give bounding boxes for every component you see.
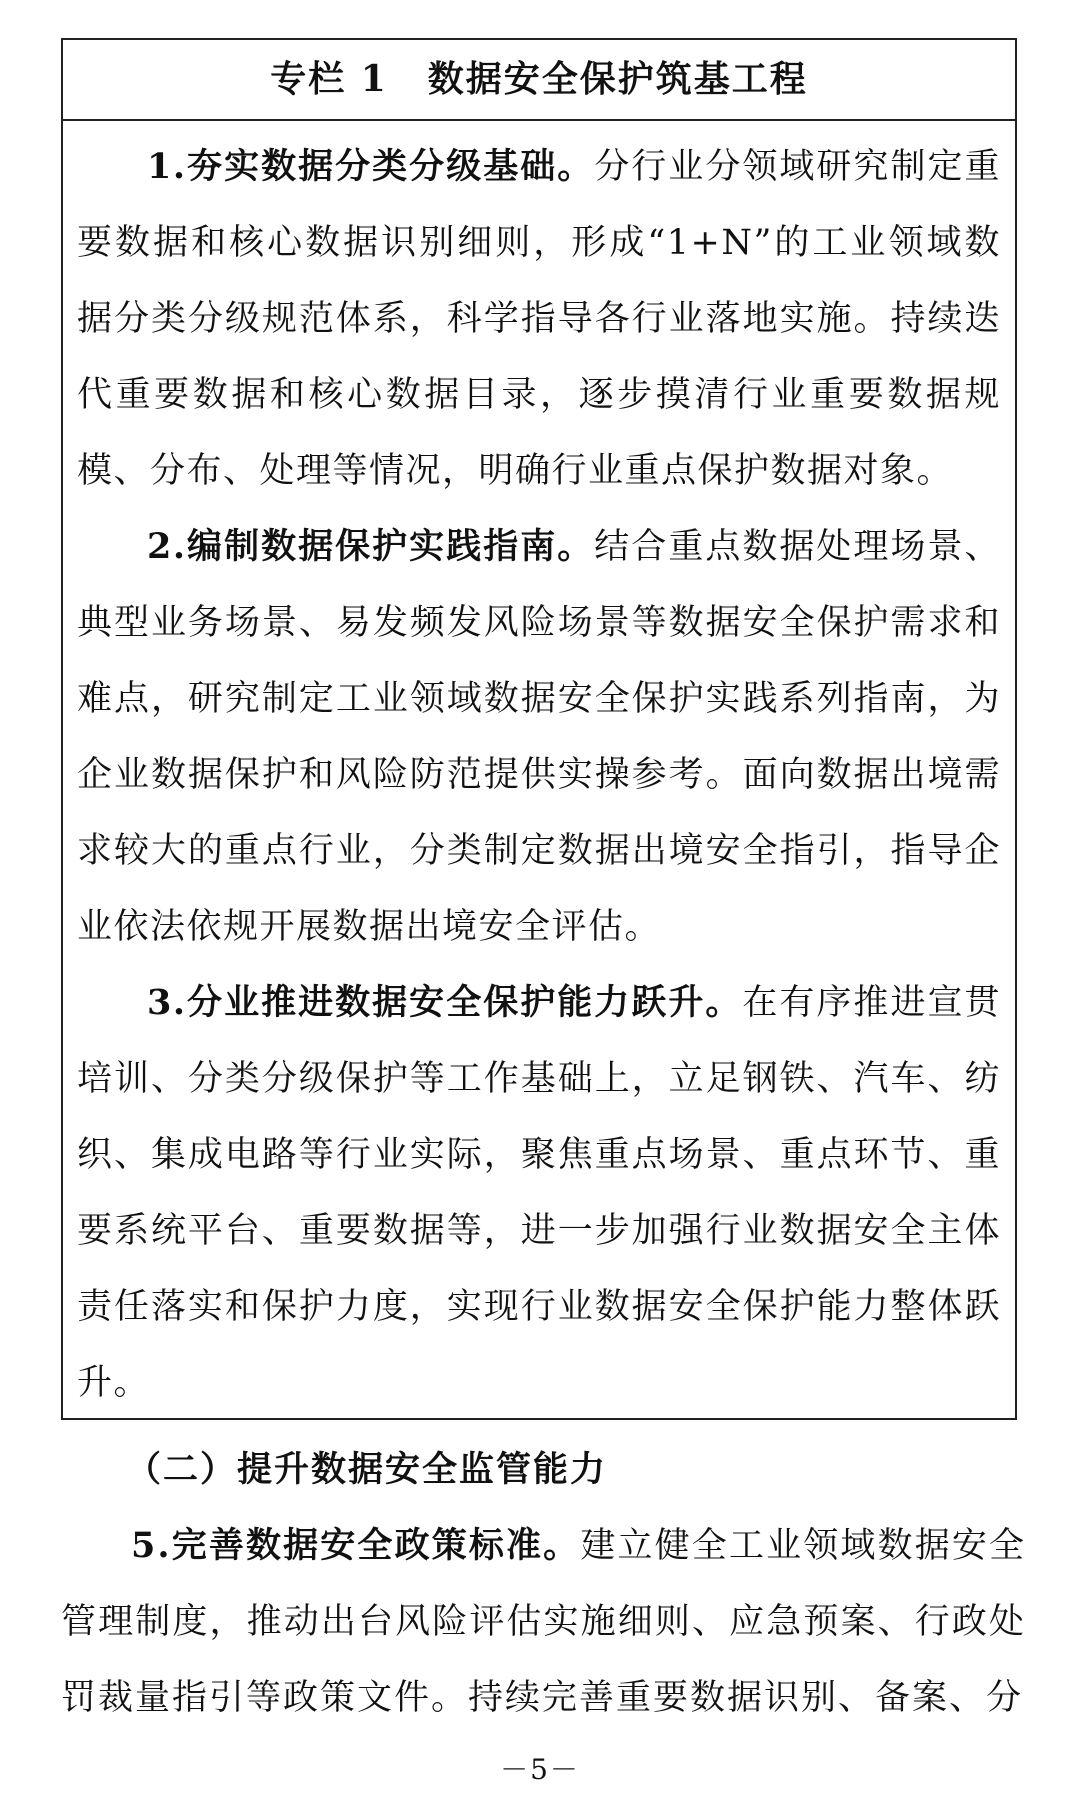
column-title-text: 数据安全保护筑基工程	[427, 58, 808, 100]
column-body	[63, 121, 1015, 1421]
column-item-2-heading: 2.编制数据保护实践指南。	[147, 526, 595, 567]
main-paragraph-heading: 5.完善数据安全政策标准。	[131, 1525, 581, 1566]
column-item-2	[77, 509, 1001, 965]
column-title-prefix: 专栏 1	[270, 58, 388, 100]
column-item-3	[77, 965, 1001, 1421]
column-item-3-body: 在有序推进宣贯培训、分类分级保护等工作基础上，立足钢铁、汽车、纺织、集成电路等行业实际，聚焦重点场景、重点环节、重要系统平台、重要数据等，进一步加强行业数据安全主体责任落实和保护力度，实现行业数据安全保护能力整体跃升。	[77, 983, 1001, 1403]
column-item-3-heading: 3.分业推进数据安全保护能力跃升。	[147, 982, 743, 1023]
page-number: －5－	[500, 1753, 580, 1786]
column-item-1	[77, 129, 1001, 509]
section-heading: （二）提升数据安全监管能力	[126, 1449, 608, 1490]
column-item-1-body: 分行业分领域研究制定重要数据和核心数据识别细则，形成“1+N”的工业领域数据分类分级规范体系，科学指导各行业落地实施。持续迭代重要数据和核心数据目录，逐步摸清行业重要数据规模、分布、处理等情况，明确行业重点保护数据对象。	[77, 147, 1001, 491]
column-box	[61, 38, 1017, 1420]
main-paragraph-body: 建立健全工业领域数据安全管理制度，推动出台风险评估实施细则、应急预案、行政处罚裁量指引等政策文件。持续完善重要数据识别、备案、分	[61, 1526, 1026, 1718]
main-paragraph	[61, 1508, 1026, 1736]
column-title	[63, 40, 1015, 121]
column-item-1-heading: 1.夯实数据分类分级基础。	[147, 146, 595, 187]
column-item-2-body: 结合重点数据处理场景、典型业务场景、易发频发风险场景等数据安全保护需求和难点，研究制定工业领域数据安全保护实践系列指南，为企业数据保护和风险防范提供实操参考。面向数据出境需求较大的重点行业，分类制定数据出境安全指引，指导企业依法依规开展数据出境安全评估。	[77, 527, 1001, 947]
